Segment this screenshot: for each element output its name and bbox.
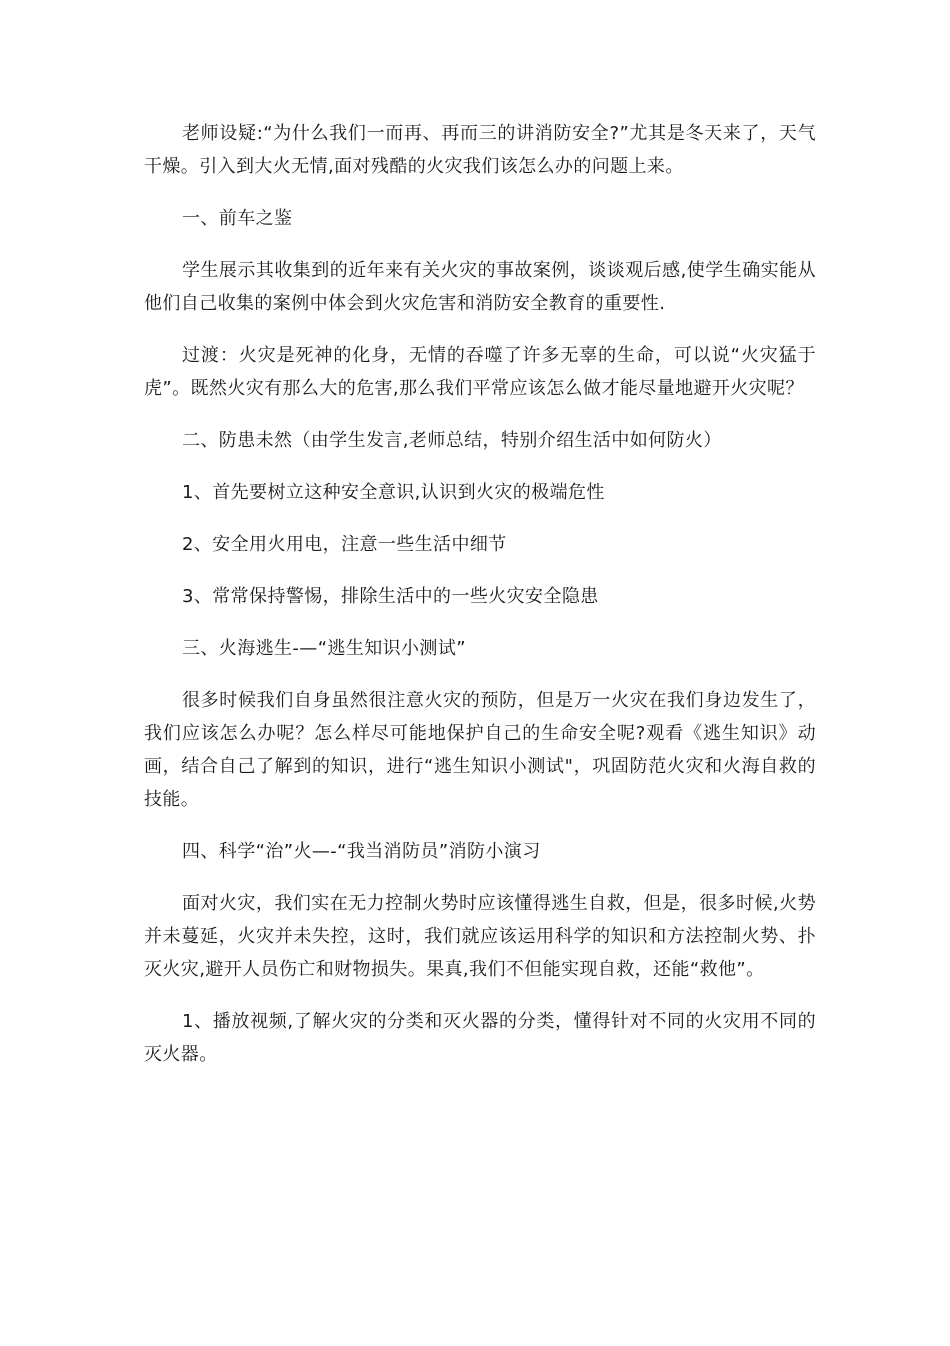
list-item-2: 2、安全用火用电，注意一些生活中细节 [182, 534, 507, 555]
transition-paragraph: 过渡：火灾是死神的化身，无情的吞噬了许多无辜的生命，可以说“火灾猛于虎”。既然火灾有那么大的危害,那么我们平常应该怎么做才能尽量地避开火灾呢？ [144, 345, 816, 399]
section-heading-1: 一、前车之鉴 [182, 208, 293, 229]
section-1-paragraph: 学生展示其收集到的近年来有关火灾的事故案例，谈谈观后感,使学生确实能从他们自己收集的案例中体会到火灾危害和消防安全教育的重要性. [144, 260, 816, 314]
section-heading-4: 四、科学“治”火—-“我当消防员”消防小演习 [182, 841, 541, 862]
section-heading-3: 三、火海逃生-—“逃生知识小测试” [182, 638, 466, 659]
section-3-paragraph: 很多时候我们自身虽然很注意火灾的预防，但是万一火灾在我们身边发生了，我们应该怎么办呢？怎么样尽可能地保护自己的生命安全呢?观看《逃生知识》动画，结合自己了解到的知识，进行“逃生知识小测试"，巩固防范火灾和火海自救的技能。 [144, 690, 816, 810]
list-item-3: 3、常常保持警惕，排除生活中的一些火灾安全隐患 [182, 586, 599, 607]
list-item-1: 1、首先要树立这种安全意识,认识到火灾的极端危性 [182, 482, 605, 503]
section-heading-2: 二、防患未然（由学生发言,老师总结，特别介绍生活中如何防火） [182, 430, 722, 451]
section-4-list-item-1: 1、播放视频,了解火灾的分类和灭火器的分类，懂得针对不同的火灾用不同的灭火器。 [144, 1011, 816, 1065]
intro-paragraph: 老师设疑:“为什么我们一而再、再而三的讲消防安全?”尤其是冬天来了，天气干燥。引入到大火无情,面对残酷的火灾我们该怎么办的问题上来。 [144, 123, 816, 177]
section-4-paragraph: 面对火灾，我们实在无力控制火势时应该懂得逃生自救，但是，很多时候,火势并未蔓延，火灾并未失控，这时，我们就应该运用科学的知识和方法控制火势、扑灭火灾,避开人员伤亡和财物损失。果真,我们不但能实现自救，还能“救他”。 [144, 893, 816, 980]
document-body [144, 117, 816, 1071]
